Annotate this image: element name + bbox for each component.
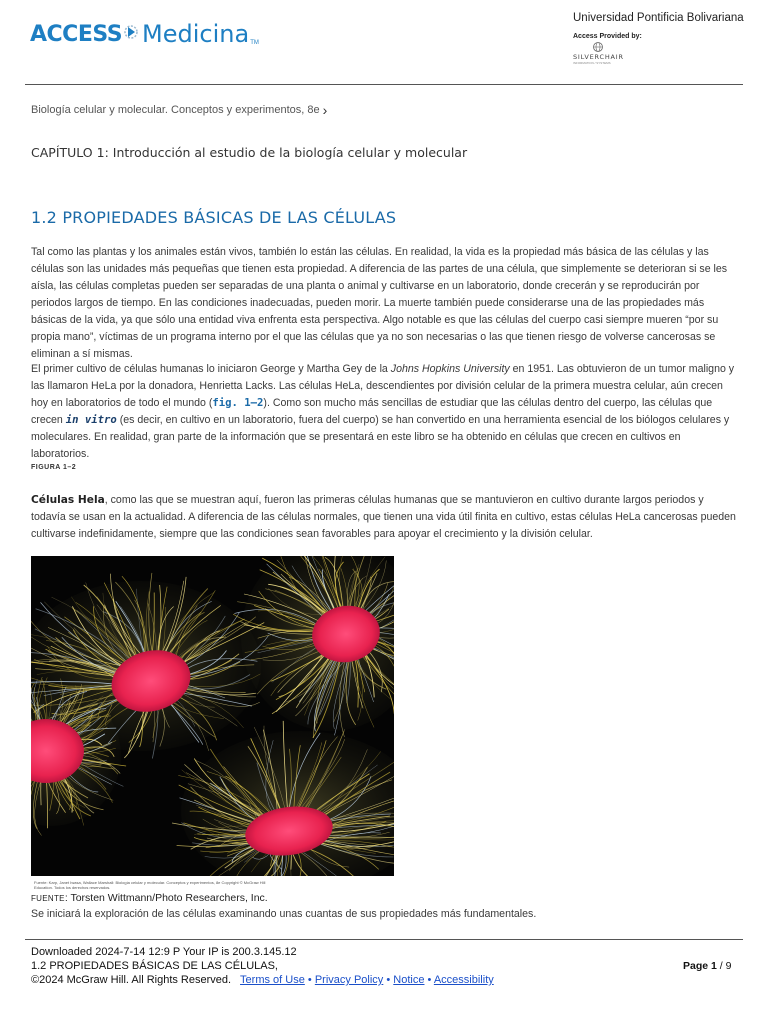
figure-reference-link[interactable]: fig. 1–2 bbox=[212, 397, 264, 409]
paragraph-1: Tal como las plantas y los animales están vivos, también lo están las células. En realidad, la vida es la propiedad más básica de las células y las células son las unidades más pequeñas que tienen esta propiedad. A diferencia de las partes de una célula, que simplemente se deterioran si se les aísla, las células completas pueden ser separadas de una planta o animal y cultivarse en un laboratorio, donde crecerán y se reproducirán por periodos largos de tiempo. En las condiciones inadecuadas, pueden morir. La muerte también puede considerarse una de las propiedades más básicas de la vida, ya que sólo una entidad viva enfrenta esta perspectiva. Algo notable es que las células del cuerpo casi siempre mueren “por su propia mano”, víctimas de un programa interno por el que las células que ya no son necesarias o las que tienen riesgo de volverse cancerosas se eliminan a sí mismas. bbox=[31, 246, 728, 360]
source-label: FUENTE bbox=[31, 894, 65, 903]
silverchair-subtitle: INFORMATION / SYSTEMS bbox=[573, 61, 611, 65]
logo-trademark: TM bbox=[250, 40, 259, 46]
breadcrumb-book-link[interactable]: Biología celular y molecular. Conceptos y experimentos, 8e bbox=[31, 104, 320, 116]
figure-caption-bold: Células Hela bbox=[31, 494, 105, 506]
logo-gear-icon bbox=[123, 20, 139, 49]
paragraph-2-text-d: (es decir, en cultivo en un laboratorio, fuera del cuerpo) se han convertido en una herramienta esencial de los biólogos celulares y moleculares. En realidad, gran parte de la información que se presentará en este libro se ha obtenido en células que crecen en cultivos en laboratorios. bbox=[31, 414, 730, 460]
accessmedicina-logo[interactable] bbox=[30, 14, 259, 54]
access-provided-label: Access Provided by: bbox=[573, 33, 642, 40]
separator-dot: • bbox=[386, 974, 391, 986]
silverchair-logo bbox=[573, 41, 633, 67]
silverchair-name: SILVERCHAIR bbox=[573, 53, 624, 61]
logo-medicina-text: Medicina bbox=[142, 20, 250, 48]
source-text: : Torsten Wittmann/Photo Researchers, Inc. bbox=[64, 892, 268, 904]
accessibility-link[interactable]: Accessibility bbox=[433, 974, 494, 986]
paragraph-2 bbox=[31, 361, 739, 463]
footer-section-title: 1.2 PROPIEDADES BÁSICAS DE LAS CÉLULAS, bbox=[31, 960, 278, 972]
paragraph-2-text-c: ). Como son mucho más sencillas de estudiar que las células dentro del cuerpo, las células que crecen bbox=[31, 397, 713, 426]
figure-credit-small: Fuente: Karp, Janet Iwasa, Wallace Marshall: Biología celular y molecular. Conceptos y experimentos, 8e Copyright © McGraw Hill Education. Todos los derechos reservados. bbox=[34, 880, 266, 890]
separator-dot: • bbox=[307, 974, 312, 986]
page-number bbox=[683, 960, 731, 972]
page-current: 1 bbox=[711, 960, 717, 972]
copyright-text: ©2024 McGraw Hill. All Rights Reserved. bbox=[31, 974, 232, 986]
notice-link[interactable]: Notice bbox=[393, 974, 425, 986]
privacy-policy-link[interactable]: Privacy Policy bbox=[314, 974, 384, 986]
figure-source bbox=[31, 892, 268, 904]
silverchair-globe-icon bbox=[594, 43, 603, 52]
breadcrumb[interactable] bbox=[31, 101, 328, 118]
paragraph-4: Se iniciará la exploración de las células examinando unas cuantas de sus propiedades más fundamentales. bbox=[31, 908, 537, 920]
in-vitro-term: in vitro bbox=[65, 414, 117, 426]
download-info: Downloaded 2024-7-14 12:9 P Your IP is 200.3.145.12 bbox=[31, 946, 297, 958]
footer-divider bbox=[25, 939, 743, 940]
figure-caption bbox=[31, 492, 739, 543]
paragraph-2-italic: Johns Hopkins University bbox=[390, 363, 510, 375]
footer-copyright-line bbox=[31, 974, 494, 986]
figure-caption-text: , como las que se muestran aquí, fueron las primeras células humanas que se mantuvieron en cultivo durante largos periodos y todavía se usan en la actualidad. A diferencia de las células normales, que tienen una vida útil finita en cultivo, estas células HeLa cancerosas pueden cultivarse indefinidamente, siempre que las condiciones sean favorables para apoyar el crecimiento y la división celular. bbox=[31, 494, 736, 540]
hela-cells-micrograph[interactable] bbox=[31, 556, 394, 876]
chapter-title: CAPÍTULO 1: Introducción al estudio de la biología celular y molecular bbox=[31, 145, 468, 160]
chevron-right-icon: › bbox=[322, 101, 328, 118]
institution-name: Universidad Pontificia Bolivariana bbox=[573, 12, 744, 24]
header-divider bbox=[25, 84, 743, 85]
logo-access-text: ACCESS bbox=[30, 21, 123, 47]
hela-cells-image bbox=[31, 556, 394, 876]
paragraph-2-text-a: El primer cultivo de células humanas lo iniciaron George y Martha Gey de la bbox=[31, 363, 391, 375]
figure-label: FIGURA 1–2 bbox=[31, 464, 77, 471]
terms-of-use-link[interactable]: Terms of Use bbox=[240, 974, 305, 986]
separator-dot: • bbox=[427, 974, 432, 986]
paragraph-2-text-b: en 1951. Las obtuvieron de un tumor maligno y las llamaron HeLa por la donadora, Henrietta Lacks. Las células HeLa, descendientes por división celular de la primera muestra celular, aún crecen hoy en laboratorios de todo el mundo ( bbox=[31, 363, 735, 409]
section-title: 1.2 PROPIEDADES BÁSICAS DE LAS CÉLULAS bbox=[31, 208, 397, 227]
page-label: Page bbox=[683, 960, 709, 972]
page-total: / 9 bbox=[719, 960, 732, 972]
